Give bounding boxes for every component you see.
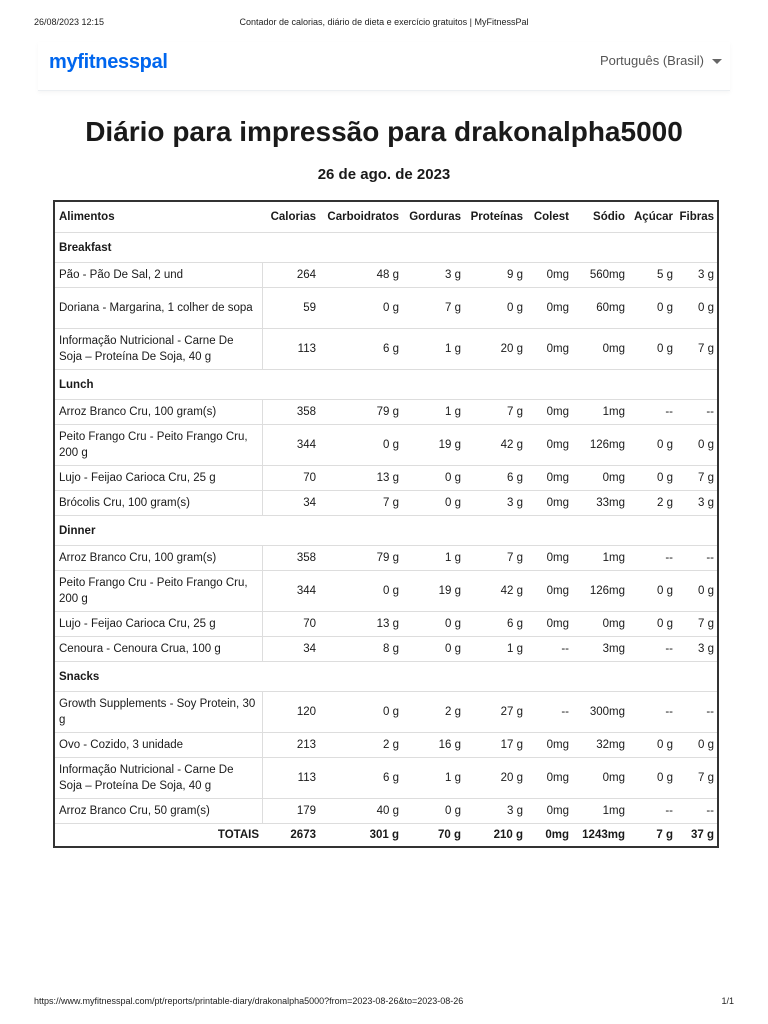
nutrient-cell-cal: 179 (262, 799, 319, 824)
nutrient-cell-sug: 0 g (628, 288, 676, 329)
column-header: Sódio (572, 201, 628, 233)
print-page-number: 1/1 (721, 996, 734, 1006)
nutrient-cell-fat: 3 g (402, 263, 464, 288)
nutrient-cell-fib: 3 g (676, 491, 718, 516)
nutrient-cell-cal: 120 (262, 692, 319, 733)
food-name-cell: Peito Frango Cru - Peito Frango Cru, 200 g (54, 425, 262, 466)
food-name-cell: Peito Frango Cru - Peito Frango Cru, 200 g (54, 571, 262, 612)
nutrient-cell-carb: 2 g (319, 733, 402, 758)
nutrient-cell-chol: -- (526, 692, 572, 733)
nutrient-cell-carb: 48 g (319, 263, 402, 288)
nutrient-cell-cal: 213 (262, 733, 319, 758)
nutrient-cell-carb: 6 g (319, 329, 402, 370)
table-row (54, 288, 718, 329)
nutrient-cell-sug: -- (628, 546, 676, 571)
table-row (54, 799, 718, 824)
nutrient-cell-fat: 0 g (402, 637, 464, 662)
food-name-cell: Doriana - Margarina, 1 colher de sopa (54, 288, 262, 329)
nutrient-cell-carb: 13 g (319, 612, 402, 637)
meal-name: Snacks (54, 662, 718, 692)
nutrient-cell-fib: 3 g (676, 637, 718, 662)
nutrient-cell-prot: 3 g (464, 799, 526, 824)
nutrient-cell-cal: 59 (262, 288, 319, 329)
total-cell-sod: 1243mg (572, 824, 628, 848)
nutrient-cell-chol: -- (526, 637, 572, 662)
nutrient-cell-sug: 0 g (628, 466, 676, 491)
nutrient-cell-prot: 7 g (464, 400, 526, 425)
nutrient-cell-carb: 0 g (319, 571, 402, 612)
nutrient-cell-fib: 0 g (676, 425, 718, 466)
totals-label: TOTAIS (54, 824, 262, 848)
nutrient-cell-sug: 0 g (628, 425, 676, 466)
column-header: Carboidratos (319, 201, 402, 233)
nutrient-cell-carb: 40 g (319, 799, 402, 824)
total-cell-sug: 7 g (628, 824, 676, 848)
column-header: Açúcar (628, 201, 676, 233)
total-cell-carb: 301 g (319, 824, 402, 848)
nutrient-cell-fat: 1 g (402, 329, 464, 370)
column-header: Proteínas (464, 201, 526, 233)
nutrient-cell-carb: 79 g (319, 546, 402, 571)
nutrient-cell-sod: 60mg (572, 288, 628, 329)
diary-date: 26 de ago. de 2023 (317, 166, 451, 183)
nutrient-cell-fib: 0 g (676, 733, 718, 758)
meal-row (54, 370, 718, 400)
nutrient-cell-sod: 126mg (572, 571, 628, 612)
nutrient-cell-carb: 8 g (319, 637, 402, 662)
nutrient-cell-prot: 9 g (464, 263, 526, 288)
total-cell-prot: 210 g (464, 824, 526, 848)
nutrient-cell-prot: 20 g (464, 758, 526, 799)
nutrient-cell-carb: 0 g (319, 288, 402, 329)
nutrient-cell-sug: 0 g (628, 758, 676, 799)
total-cell-fat: 70 g (402, 824, 464, 848)
food-name-cell: Pão - Pão De Sal, 2 und (54, 263, 262, 288)
nutrient-cell-sod: 1mg (572, 546, 628, 571)
food-name-cell: Lujo - Feijao Carioca Cru, 25 g (54, 466, 262, 491)
nutrient-cell-fat: 19 g (402, 425, 464, 466)
nutrient-cell-cal: 34 (262, 637, 319, 662)
print-datetime: 26/08/2023 12:15 (34, 17, 105, 27)
meal-row (54, 516, 718, 546)
nutrient-cell-sod: 560mg (572, 263, 628, 288)
nutrient-cell-prot: 27 g (464, 692, 526, 733)
nutrition-table (53, 200, 719, 848)
nutrient-cell-fib: -- (676, 400, 718, 425)
nutrient-cell-sug: -- (628, 799, 676, 824)
nutrient-cell-cal: 34 (262, 491, 319, 516)
nutrient-cell-fat: 0 g (402, 491, 464, 516)
language-label: Português (Brasil) (599, 53, 704, 68)
food-name-cell: Arroz Branco Cru, 100 gram(s) (54, 400, 262, 425)
nutrient-cell-sod: 126mg (572, 425, 628, 466)
nutrient-cell-prot: 6 g (464, 612, 526, 637)
food-name-cell: Informação Nutricional - Carne De Soja – Proteína De Soja, 40 g (54, 758, 262, 799)
nutrient-cell-cal: 113 (262, 329, 319, 370)
table-row (54, 491, 718, 516)
nutrient-cell-chol: 0mg (526, 425, 572, 466)
nutrient-cell-fib: -- (676, 692, 718, 733)
nutrient-cell-fib: 0 g (676, 288, 718, 329)
total-cell-fib: 37 g (676, 824, 718, 848)
nutrient-cell-prot: 1 g (464, 637, 526, 662)
nutrient-cell-fib: 7 g (676, 612, 718, 637)
column-header: Calorias (262, 201, 319, 233)
nutrient-cell-chol: 0mg (526, 571, 572, 612)
food-name-cell: Cenoura - Cenoura Crua, 100 g (54, 637, 262, 662)
nutrient-cell-cal: 358 (262, 546, 319, 571)
nutrient-cell-cal: 70 (262, 466, 319, 491)
nutrient-cell-sod: 3mg (572, 637, 628, 662)
column-header: Gorduras (402, 201, 464, 233)
table-header-row (54, 201, 718, 233)
nutrient-cell-prot: 7 g (464, 546, 526, 571)
nutrient-cell-chol: 0mg (526, 491, 572, 516)
nutrient-cell-fib: 7 g (676, 758, 718, 799)
nutrient-cell-fat: 2 g (402, 692, 464, 733)
nutrient-cell-chol: 0mg (526, 733, 572, 758)
print-header (34, 17, 734, 31)
table-row (54, 466, 718, 491)
totals-row (54, 824, 718, 848)
print-page-title: Contador de calorias, diário de dieta e exercício gratuitos | MyFitnessPal (239, 17, 529, 27)
table-row (54, 733, 718, 758)
nutrient-cell-chol: 0mg (526, 400, 572, 425)
nutrient-cell-sod: 1mg (572, 799, 628, 824)
nutrient-cell-fib: -- (676, 546, 718, 571)
table-row (54, 400, 718, 425)
total-cell-cal: 2673 (262, 824, 319, 848)
nutrient-cell-carb: 13 g (319, 466, 402, 491)
food-name-cell: Growth Supplements - Soy Protein, 30 g (54, 692, 262, 733)
column-header: Fibras (676, 201, 718, 233)
nutrient-cell-prot: 42 g (464, 425, 526, 466)
meal-name: Dinner (54, 516, 718, 546)
nutrient-cell-sod: 0mg (572, 329, 628, 370)
nutrient-cell-fib: 3 g (676, 263, 718, 288)
column-header: Colest (526, 201, 572, 233)
nutrient-cell-cal: 113 (262, 758, 319, 799)
nutrient-cell-chol: 0mg (526, 329, 572, 370)
table-row (54, 546, 718, 571)
nutrient-cell-cal: 264 (262, 263, 319, 288)
nutrient-cell-prot: 3 g (464, 491, 526, 516)
meal-name: Breakfast (54, 233, 718, 263)
nutrient-cell-sug: 5 g (628, 263, 676, 288)
chevron-down-icon (712, 59, 722, 64)
table-row (54, 692, 718, 733)
nutrient-cell-sod: 0mg (572, 758, 628, 799)
nutrient-cell-carb: 79 g (319, 400, 402, 425)
table-row (54, 758, 718, 799)
nutrient-cell-sod: 1mg (572, 400, 628, 425)
nutrient-cell-chol: 0mg (526, 263, 572, 288)
nutrient-cell-cal: 70 (262, 612, 319, 637)
print-footer (34, 996, 734, 1010)
nutrient-cell-fat: 1 g (402, 758, 464, 799)
nutrient-cell-cal: 344 (262, 425, 319, 466)
nutrient-cell-fat: 16 g (402, 733, 464, 758)
nutrient-cell-fat: 1 g (402, 546, 464, 571)
nutrient-cell-fib: 0 g (676, 571, 718, 612)
myfitnesspal-logo[interactable]: myfitnesspal (49, 51, 168, 73)
food-name-cell: Lujo - Feijao Carioca Cru, 25 g (54, 612, 262, 637)
column-header: Alimentos (54, 201, 262, 233)
nutrient-cell-prot: 6 g (464, 466, 526, 491)
nutrient-cell-sug: 0 g (628, 329, 676, 370)
nutrient-cell-carb: 0 g (319, 425, 402, 466)
nutrient-cell-sug: -- (628, 400, 676, 425)
food-name-cell: Informação Nutricional - Carne De Soja – Proteína De Soja, 40 g (54, 329, 262, 370)
table-row (54, 263, 718, 288)
nutrient-cell-sod: 0mg (572, 466, 628, 491)
nutrient-cell-chol: 0mg (526, 288, 572, 329)
table-row (54, 637, 718, 662)
table-row (54, 571, 718, 612)
nutrient-cell-fat: 0 g (402, 466, 464, 491)
nutrient-cell-prot: 0 g (464, 288, 526, 329)
table-row (54, 612, 718, 637)
nutrient-cell-chol: 0mg (526, 546, 572, 571)
food-name-cell: Ovo - Cozido, 3 unidade (54, 733, 262, 758)
nutrient-cell-chol: 0mg (526, 758, 572, 799)
nutrient-cell-chol: 0mg (526, 799, 572, 824)
meal-row (54, 662, 718, 692)
nutrient-cell-sod: 33mg (572, 491, 628, 516)
table-row (54, 329, 718, 370)
meal-row (54, 233, 718, 263)
nutrient-cell-fat: 0 g (402, 612, 464, 637)
nutrient-cell-fat: 7 g (402, 288, 464, 329)
nutrient-cell-fat: 0 g (402, 799, 464, 824)
food-name-cell: Arroz Branco Cru, 50 gram(s) (54, 799, 262, 824)
language-selector[interactable] (600, 53, 722, 68)
nutrient-cell-fat: 19 g (402, 571, 464, 612)
nutrient-cell-sug: -- (628, 692, 676, 733)
nutrient-cell-sod: 300mg (572, 692, 628, 733)
nutrient-cell-chol: 0mg (526, 466, 572, 491)
nutrient-cell-chol: 0mg (526, 612, 572, 637)
nutrient-cell-fib: 7 g (676, 466, 718, 491)
top-navigation-bar (38, 42, 730, 91)
print-url: https://www.myfitnesspal.com/pt/reports/printable-diary/drakonalpha5000?from=2023-08-26&to=2023-08-26 (34, 996, 464, 1006)
nutrient-cell-prot: 42 g (464, 571, 526, 612)
food-name-cell: Brócolis Cru, 100 gram(s) (54, 491, 262, 516)
meal-name: Lunch (54, 370, 718, 400)
nutrient-cell-fat: 1 g (402, 400, 464, 425)
nutrient-cell-sug: 0 g (628, 571, 676, 612)
nutrient-cell-cal: 358 (262, 400, 319, 425)
nutrient-cell-carb: 6 g (319, 758, 402, 799)
nutrient-cell-sug: 0 g (628, 733, 676, 758)
nutrient-cell-sod: 32mg (572, 733, 628, 758)
nutrient-cell-prot: 20 g (464, 329, 526, 370)
nutrient-cell-sug: 0 g (628, 612, 676, 637)
nutrient-cell-sod: 0mg (572, 612, 628, 637)
total-cell-chol: 0mg (526, 824, 572, 848)
nutrient-cell-fib: -- (676, 799, 718, 824)
food-name-cell: Arroz Branco Cru, 100 gram(s) (54, 546, 262, 571)
page-title: Diário para impressão para drakonalpha5000 (85, 116, 683, 147)
nutrient-cell-sug: -- (628, 637, 676, 662)
table-row (54, 425, 718, 466)
nutrient-cell-sug: 2 g (628, 491, 676, 516)
nutrient-cell-fib: 7 g (676, 329, 718, 370)
nutrient-cell-cal: 344 (262, 571, 319, 612)
nutrient-cell-carb: 0 g (319, 692, 402, 733)
nutrient-cell-prot: 17 g (464, 733, 526, 758)
nutrient-cell-carb: 7 g (319, 491, 402, 516)
